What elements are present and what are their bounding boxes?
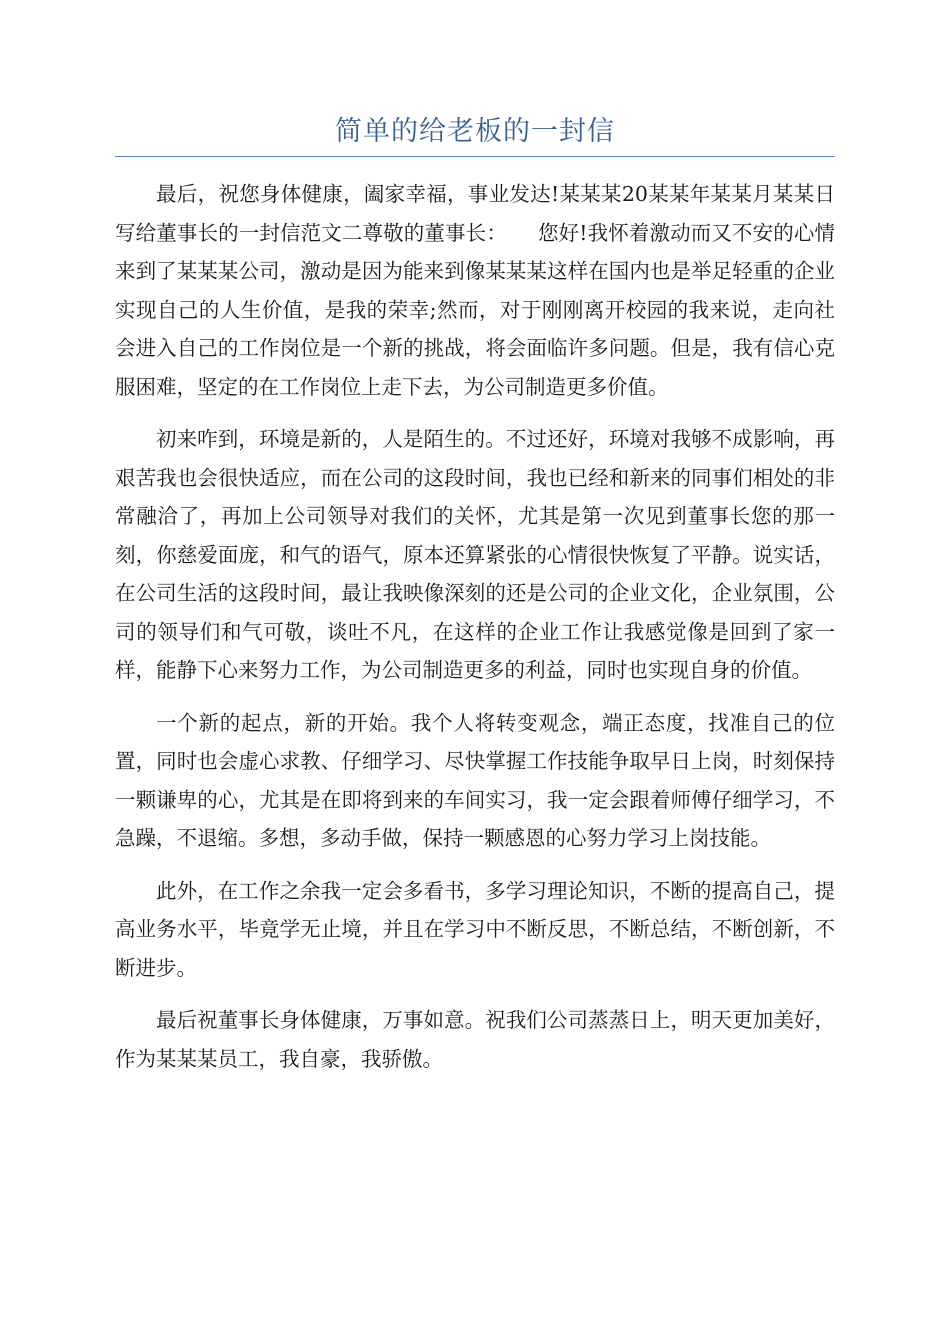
- paragraph-2: 初来咋到，环境是新的，人是陌生的。不过还好，环境对我够不成影响，再艰苦我也会很快适应，而在公司的这段时间，我也已经和新来的同事们相处的非常融洽了，再加上公司领导对我们的关怀，尤其是第一次见到董事长您的那一刻，你慈爱面庞，和气的语气，原本还算紧张的心情很快恢复了平静。说实话，在公司生活的这段时间，最让我映像深刻的还是公司的企业文化，企业氛围，公司的领导们和气可敬，谈吐不凡，在这样的企业工作让我感觉像是回到了家一样，能静下心来努力工作，为公司制造更多的利益，同时也实现自身的价值。: [115, 427, 835, 682]
- paragraph-1: 最后，祝您身体健康，阖家幸福，事业发达!某某某20某某年某某月某某日写给董事长的一封信范文二尊敬的董事长： 您好!我怀着激动而又不安的心情来到了某某某公司，激动是因为能来到像某某某这样在国内也是举足轻重的企业实现自己的人生价值，是我的荣幸;然而，对于刚刚离开校园的我来说，走向社会进入自己的工作岗位是一个新的挑战，将会面临许多问题。但是，我有信心克服困难，坚定的在工作岗位上走下去，为公司制造更多价值。: [115, 182, 835, 399]
- title-block: [115, 112, 835, 157]
- paragraph-5: 最后祝董事长身体健康，万事如意。祝我们公司蒸蒸日上，明天更加美好，作为某某某员工，我自豪，我骄傲。: [115, 1008, 835, 1071]
- page-title: 简单的给老板的一封信: [335, 116, 615, 147]
- letter-body: [115, 175, 835, 1092]
- paragraph-3: 一个新的起点，新的开始。我个人将转变观念，端正态度，找准自己的位置，同时也会虚心求教、仔细学习、尽快掌握工作技能争取早日上岗，时刻保持一颗谦卑的心，尤其是在即将到来的车间实习，我一定会跟着师傅仔细学习，不急躁，不退缩。多想，多动手做，保持一颗感恩的心努力学习上岗技能。: [115, 710, 835, 850]
- paragraph-4: 此外，在工作之余我一定会多看书，多学习理论知识，不断的提高自己，提高业务水平，毕竟学无止境，并且在学习中不断反思，不断总结，不断创新，不断进步。: [115, 878, 835, 980]
